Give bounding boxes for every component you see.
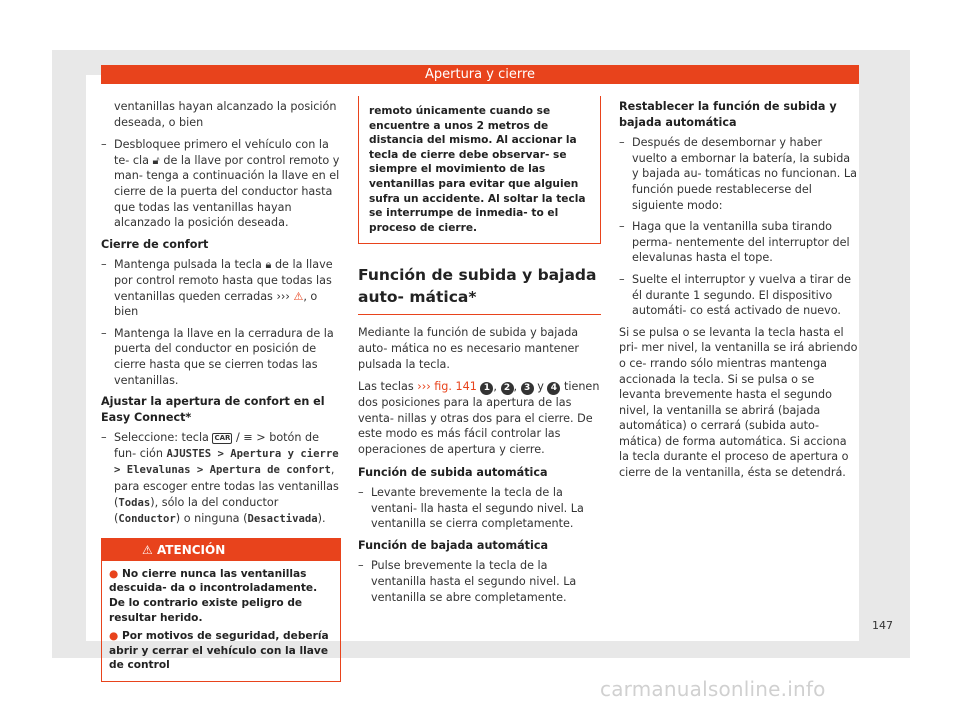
list-item-continuation: ventanillas hayan alcanzado la posición deseada, o bien <box>114 100 337 129</box>
text: No cierre nunca las ventanillas descuida- da o incontroladamente. De lo contrario existe peligro de resultar herido. <box>109 567 318 624</box>
subheading-comfort-lock: Cierre de confort <box>101 237 209 251</box>
text: , <box>493 380 497 394</box>
text: , <box>513 380 518 394</box>
subheading-auto-down: Función de bajada automática <box>358 538 549 552</box>
text: Desbloquee primero el vehículo con la te- cla <box>114 138 329 167</box>
text: Seleccione: tecla <box>114 431 209 445</box>
text: tienen dos posiciones para la apertura de las venta- nillas y otras dos para el cierre. De este modo es más fácil controlar las operaciones de apertura y cierre. <box>358 380 600 456</box>
callout-number: 1 <box>480 382 493 395</box>
text: Por motivos de seguridad, debería abrir y cerrar el vehículo con la llave de control <box>109 630 329 672</box>
paragraph: Si se pulsa o se levanta la tecla hasta el pri- mer nivel, la ventanilla se irá abriendo o ce- rrando sólo mientras mantenga accionada la tecla. Si se pulsa o se levanta brevemente hasta el segundo nivel, la ventanilla se abrirá (bajada automática) o cerrará (subida auto- mática) de forma automática. Si acciona la tecla durante el proceso de apertura o cierre de la ventanilla, ésta se detendrá. <box>619 325 858 480</box>
list-item: – Levante brevemente la tecla de la ventani- lla hasta el segundo nivel. La ventanilla se cierra completamente. <box>358 485 601 532</box>
text: Las teclas <box>358 380 414 394</box>
unlock-icon: 🔓︎ <box>152 153 160 167</box>
text: ). <box>317 512 326 526</box>
list-item: – Haga que la ventanilla suba tirando perma- nentemente del interruptor del elevalunas hasta el tope. <box>619 219 859 266</box>
paragraph <box>358 379 601 457</box>
attention-bullet <box>109 629 333 673</box>
text: de la llave por control remoto y man- tenga a continuación la llave en el cierre de la puerta del conductor hasta que todas las ventanillas hayan alcanzado la posición deseada. <box>114 153 340 230</box>
attention-box <box>101 538 341 682</box>
lock-icon: 🔒︎ <box>265 258 272 272</box>
menu-path: AJUSTES > Apertura y cierre > Elevalunas > Apertura de confort <box>114 447 339 477</box>
text: de la llave por control remoto hasta que todas las ventanillas queden cerradas <box>114 258 333 303</box>
warning-icon: ⚠ <box>142 542 153 557</box>
attention-title: ATENCIÓN <box>156 542 226 557</box>
text: Mantenga pulsada la tecla <box>114 258 262 272</box>
list-item <box>101 257 341 319</box>
callout-number: 4 <box>547 382 560 395</box>
text: ) o ninguna ( <box>175 512 248 526</box>
list-item: – Pulse brevemente la tecla de la ventanilla hasta el segundo nivel. La ventanilla se abre completamente. <box>358 558 601 605</box>
attention-box-continuation: remoto únicamente cuando se encuentre a unos 2 metros de distancia del mismo. Al accionar la tecla de cierre debe observar- se siempre el movimiento de las ventanillas para evitar que alguien sufra un accidente. Al soltar la tecla se interrumpe de inmedia- to el proceso de cierre. <box>358 96 601 244</box>
column-right <box>619 99 859 488</box>
list-item: – Suelte el interruptor y vuelva a tirar de él durante 1 segundo. El dispositivo automáti- co está activado de nuevo. <box>619 272 859 319</box>
column-left <box>101 99 341 682</box>
text: > botón de fun- ción <box>114 431 320 460</box>
page-number: 147 <box>872 619 893 632</box>
subheading-easy-connect: Ajustar la apertura de confort en el Easy Connect* <box>101 395 325 424</box>
watermark: carmanualsonline.info <box>600 677 826 701</box>
option-none: Desactivada <box>247 513 318 526</box>
text: y <box>537 380 544 394</box>
section-title: Función de subida y bajada auto- mática* <box>358 264 601 315</box>
attention-bullet <box>109 567 333 625</box>
paragraph: Mediante la función de subida y bajada auto- mática no es necesario mantener pulsada la tecla. <box>358 326 580 371</box>
subheading-auto-up: Función de subida automática <box>358 465 548 479</box>
callout-number: 3 <box>521 382 534 395</box>
list-item: – Mantenga la llave en la cerradura de la puerta del conductor en posición de cierre hasta que se cierren todas las ventanillas. <box>101 326 341 388</box>
text: / <box>236 431 240 445</box>
attention-header <box>102 539 340 561</box>
option-all: Todas <box>118 496 151 509</box>
section-header: Apertura y cierre <box>101 65 859 84</box>
figure-link[interactable]: ››› fig. 141 <box>417 380 477 394</box>
list-item <box>101 137 341 231</box>
car-key-icon: CAR <box>214 434 231 443</box>
text: ), sólo la del conductor ( <box>114 495 279 526</box>
warning-icon: ⚠ <box>293 289 304 303</box>
bullet-icon: ● <box>109 567 119 580</box>
menu-icon: ≡ <box>243 431 253 445</box>
option-driver: Conductor <box>118 513 176 526</box>
text: , para escoger entre todas las ventanillas ( <box>114 463 339 509</box>
callout-number: 2 <box>501 382 514 395</box>
attention-body <box>102 561 340 681</box>
list-item <box>101 430 341 528</box>
subheading-restore: Restablecer la función de subida y bajada automática <box>619 100 837 129</box>
list-item: – Después de desembornar y haber vuelto a embornar la batería, la subida y bajada au- tomáticas no funcionan. La función puede restablecerse del siguiente modo: <box>619 135 859 213</box>
text: , o bien <box>114 289 318 319</box>
bullet-icon: ● <box>109 630 119 643</box>
column-middle <box>358 96 601 611</box>
reference-arrow[interactable]: ››› <box>276 289 290 303</box>
